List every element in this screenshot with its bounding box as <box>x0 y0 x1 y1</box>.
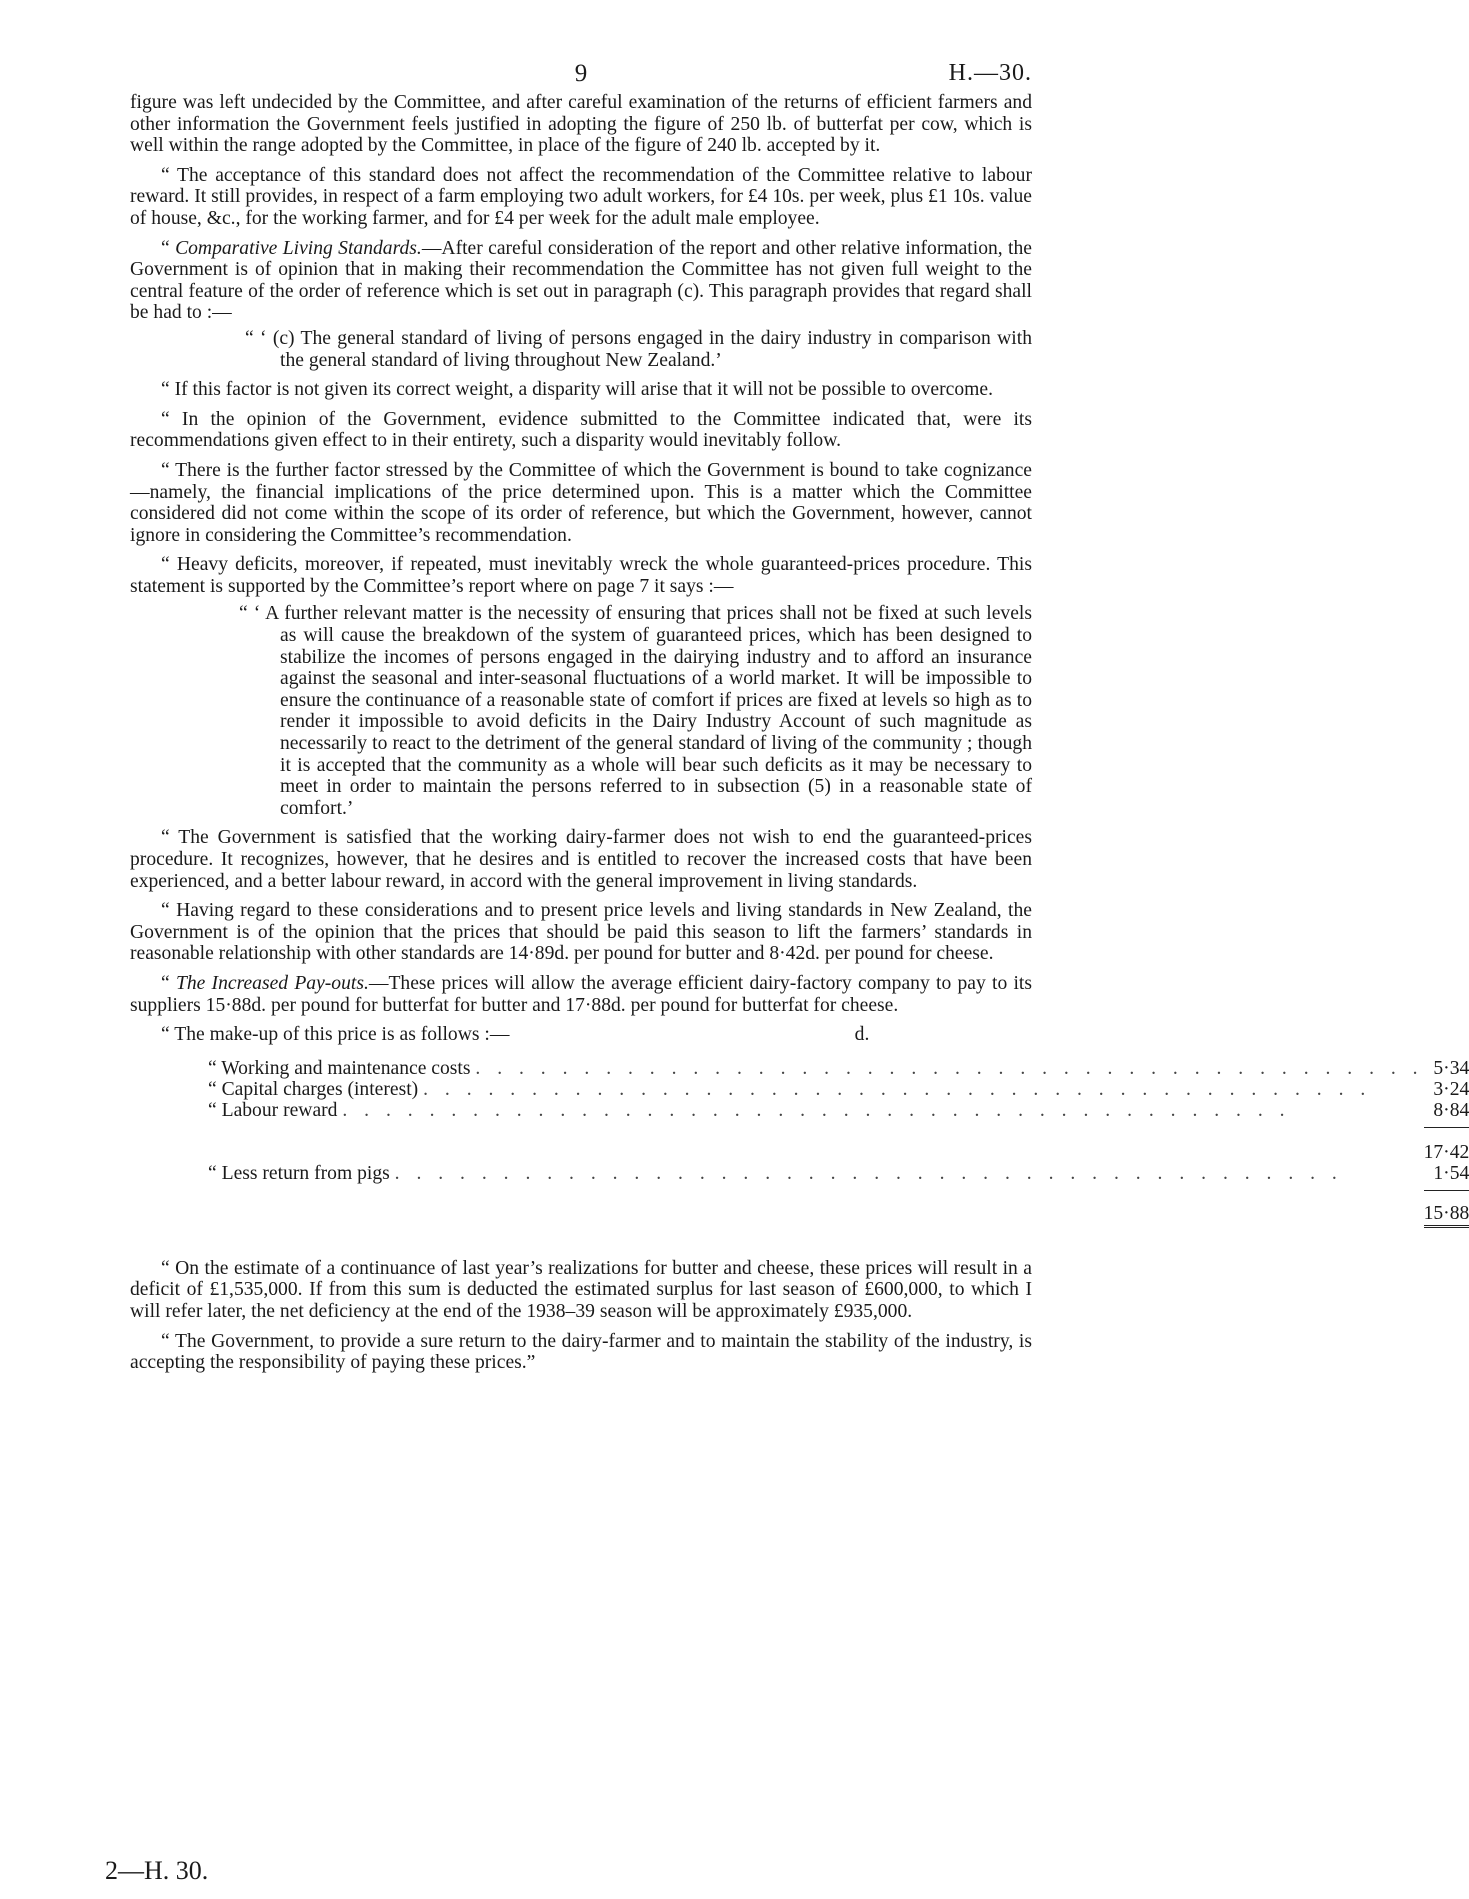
dot-leader: . . . . . . . . . . . . . . . . . . . . . . . . . . . . . . . . . . . . . . . . . . . . <box>423 1078 1372 1100</box>
row-label: “ Less return from pigs <box>208 1162 390 1184</box>
table-row <box>208 1079 1469 1100</box>
paragraph-text: —After careful consideration of the report and other relative information, the Government is of opinion that in making their recommendation the Committee has not given full weight to the central feature of the order of reference which is set out in paragraph (c). This paragraph provides that regard shall be had to :— <box>130 237 1032 324</box>
paragraph-government-satisfied: “ The Government is satisfied that the working dairy-farmer does not wish to end the guaranteed-prices procedure. It recognizes, however, that he desires and is entitled to recover the increased costs that have been experienced, and a better labour reward, in accord with the general improvement in living standards. <box>130 827 1032 892</box>
page-number: 9 <box>574 60 588 87</box>
table-row <box>208 1163 1469 1184</box>
section-heading-comparative-living-standards: Comparative Living Standards. <box>175 237 422 259</box>
total-row <box>208 1190 1469 1230</box>
paragraph-text: —These prices will allow the average efficient dairy-factory company to pay to its suppliers 15·88d. per pound for butterfat for butter and 17·88d. per pound for butterfat for cheese. <box>130 972 1032 1016</box>
subtotal-row <box>208 1127 1469 1163</box>
paragraph-evidence: “ In the opinion of the Government, evidence submitted to the Committee indicated that, were its recommendations given effect to in their entirety, such a disparity would inevitably follow. <box>130 408 1032 452</box>
dot-leader: . . . . . . . . . . . . . . . . . . . . . . . . . . . . . . . . . . . . . . . . . . . . <box>394 1162 1343 1184</box>
quote-mark: “ <box>161 237 176 259</box>
paragraph-disparity: “ If this factor is not given its correct weight, a disparity will arise that it will not be possible to overcome. <box>161 379 993 401</box>
row-value: 1·54 <box>1433 1162 1469 1184</box>
paragraph-prices-recommended: “ Having regard to these considerations and to present price levels and living standards in New Zealand, the Government is of the opinion that the prices that should be paid this season to lift the farmers’ standards in reasonable relationship with other standards are 14·89d. per pound for butter and 8·42d. per pound for cheese. <box>130 900 1032 965</box>
row-value: 5·34 <box>1433 1057 1469 1079</box>
makeup-intro-text: “ The make-up of this price is as follows :— <box>161 1024 510 1046</box>
footer-signature-code: 2—H. 30. <box>105 1856 209 1885</box>
row-label: “ Working and maintenance costs <box>208 1057 471 1079</box>
row-label: “ Labour reward <box>208 1099 338 1121</box>
body-text-continued <box>130 1258 1032 1374</box>
table-row <box>208 1100 1469 1121</box>
quotation-committee-report: “ ‘ A further relevant matter is the necessity of ensuring that prices shall not be fixed at such levels as will cause the breakdown of the system of guaranteed prices, which has been designed to stabilize the incomes of persons engaged in the dairying industry and to afford an insurance against the seasonal and inter-seasonal fluctuations of a world market. It will be impossible to ensure the continuance of a reasonable state of comfort if prices are fixed at levels so high as to render it impossible to avoid deficits in the Dairy Industry Account of such magnitude as necessarily to react to the detriment of the general standard of living of the community ; though it is accepted that the community as a whole will bear such deficits as it may be necessary to meet in order to maintain the persons referred to in subsection (5) in a reasonable state of comfort.’ <box>239 603 1032 819</box>
document-code: H.—30. <box>948 60 1032 86</box>
paragraph-butterfat-figure: figure was left undecided by the Committee, and after careful examination of the returns of efficient farmers and other information the Government feels justified in adopting the figure of 250 lb. of butterfat per cow, which is well within the range adopted by the Committee, in place of the figure of 240 lb. accepted by it. <box>130 92 1032 157</box>
quote-mark: “ <box>161 972 176 994</box>
dot-leader: . . . . . . . . . . . . . . . . . . . . . . . . . . . . . . . . . . . . . . . . . . . . <box>475 1057 1424 1079</box>
makeup-unit: d. <box>854 1024 870 1046</box>
row-value: 8·84 <box>1433 1099 1469 1121</box>
dot-leader: . . . . . . . . . . . . . . . . . . . . . . . . . . . . . . . . . . . . . . . . . . . . <box>342 1099 1291 1121</box>
quotation-paragraph-c: “ ‘ (c) The general standard of living of persons engaged in the dairy industry in comparison with the general standard of living throughout New Zealand.’ <box>245 327 1032 371</box>
paragraph-deficit-estimate: “ On the estimate of a continuance of last year’s realizations for butter and cheese, these prices will result in a deficit of £1,535,000. If from this sum is deducted the estimated surplus for last season of £600,000, to which I will refer later, the net deficiency at the end of the 1938–39 season will be approximately £935,000. <box>130 1257 1032 1322</box>
price-makeup-table <box>208 1058 1469 1230</box>
paragraph-financial-implications: “ There is the further factor stressed by the Committee of which the Government is bound to take cognizance—namely, the financial implications of the price determined upon. This is a matter which the Committee considered did not come within the scope of its order of reference, but which the Government, however, cannot ignore in considering the Committee’s recommendation. <box>130 459 1032 546</box>
paragraph-labour-reward: “ The acceptance of this standard does not affect the recommendation of the Committee relative to labour reward. It still provides, in respect of a farm employing two adult workers, for £4 10s. per week, plus £1 10s. value of house, &c., for the working farmer, and for £4 per week for the adult male employee. <box>130 164 1032 229</box>
paragraph-heavy-deficits: “ Heavy deficits, moreover, if repeated, must inevitably wreck the whole guaranteed-prices procedure. This statement is supported by the Committee’s report where on page 7 it says :— <box>130 554 1032 597</box>
page-header <box>130 0 1032 92</box>
paragraph-increased-payouts <box>130 973 1032 1016</box>
paragraph-closing: “ The Government, to provide a sure return to the dairy-farmer and to maintain the stability of the industry, is accepting the responsibility of paying these prices.” <box>130 1330 1032 1374</box>
row-value: 3·24 <box>1433 1078 1469 1100</box>
table-row <box>208 1058 1469 1079</box>
paragraph-comparative-living-standards <box>130 238 1032 324</box>
total-value: 15·88 <box>1424 1203 1469 1228</box>
body-text <box>130 92 1032 1016</box>
section-heading-increased-payouts: The Increased Pay-outs. <box>175 972 369 994</box>
makeup-intro <box>130 1024 1032 1046</box>
row-label: “ Capital charges (interest) <box>208 1078 419 1100</box>
subtotal-value: 17·42 <box>1424 1127 1469 1163</box>
